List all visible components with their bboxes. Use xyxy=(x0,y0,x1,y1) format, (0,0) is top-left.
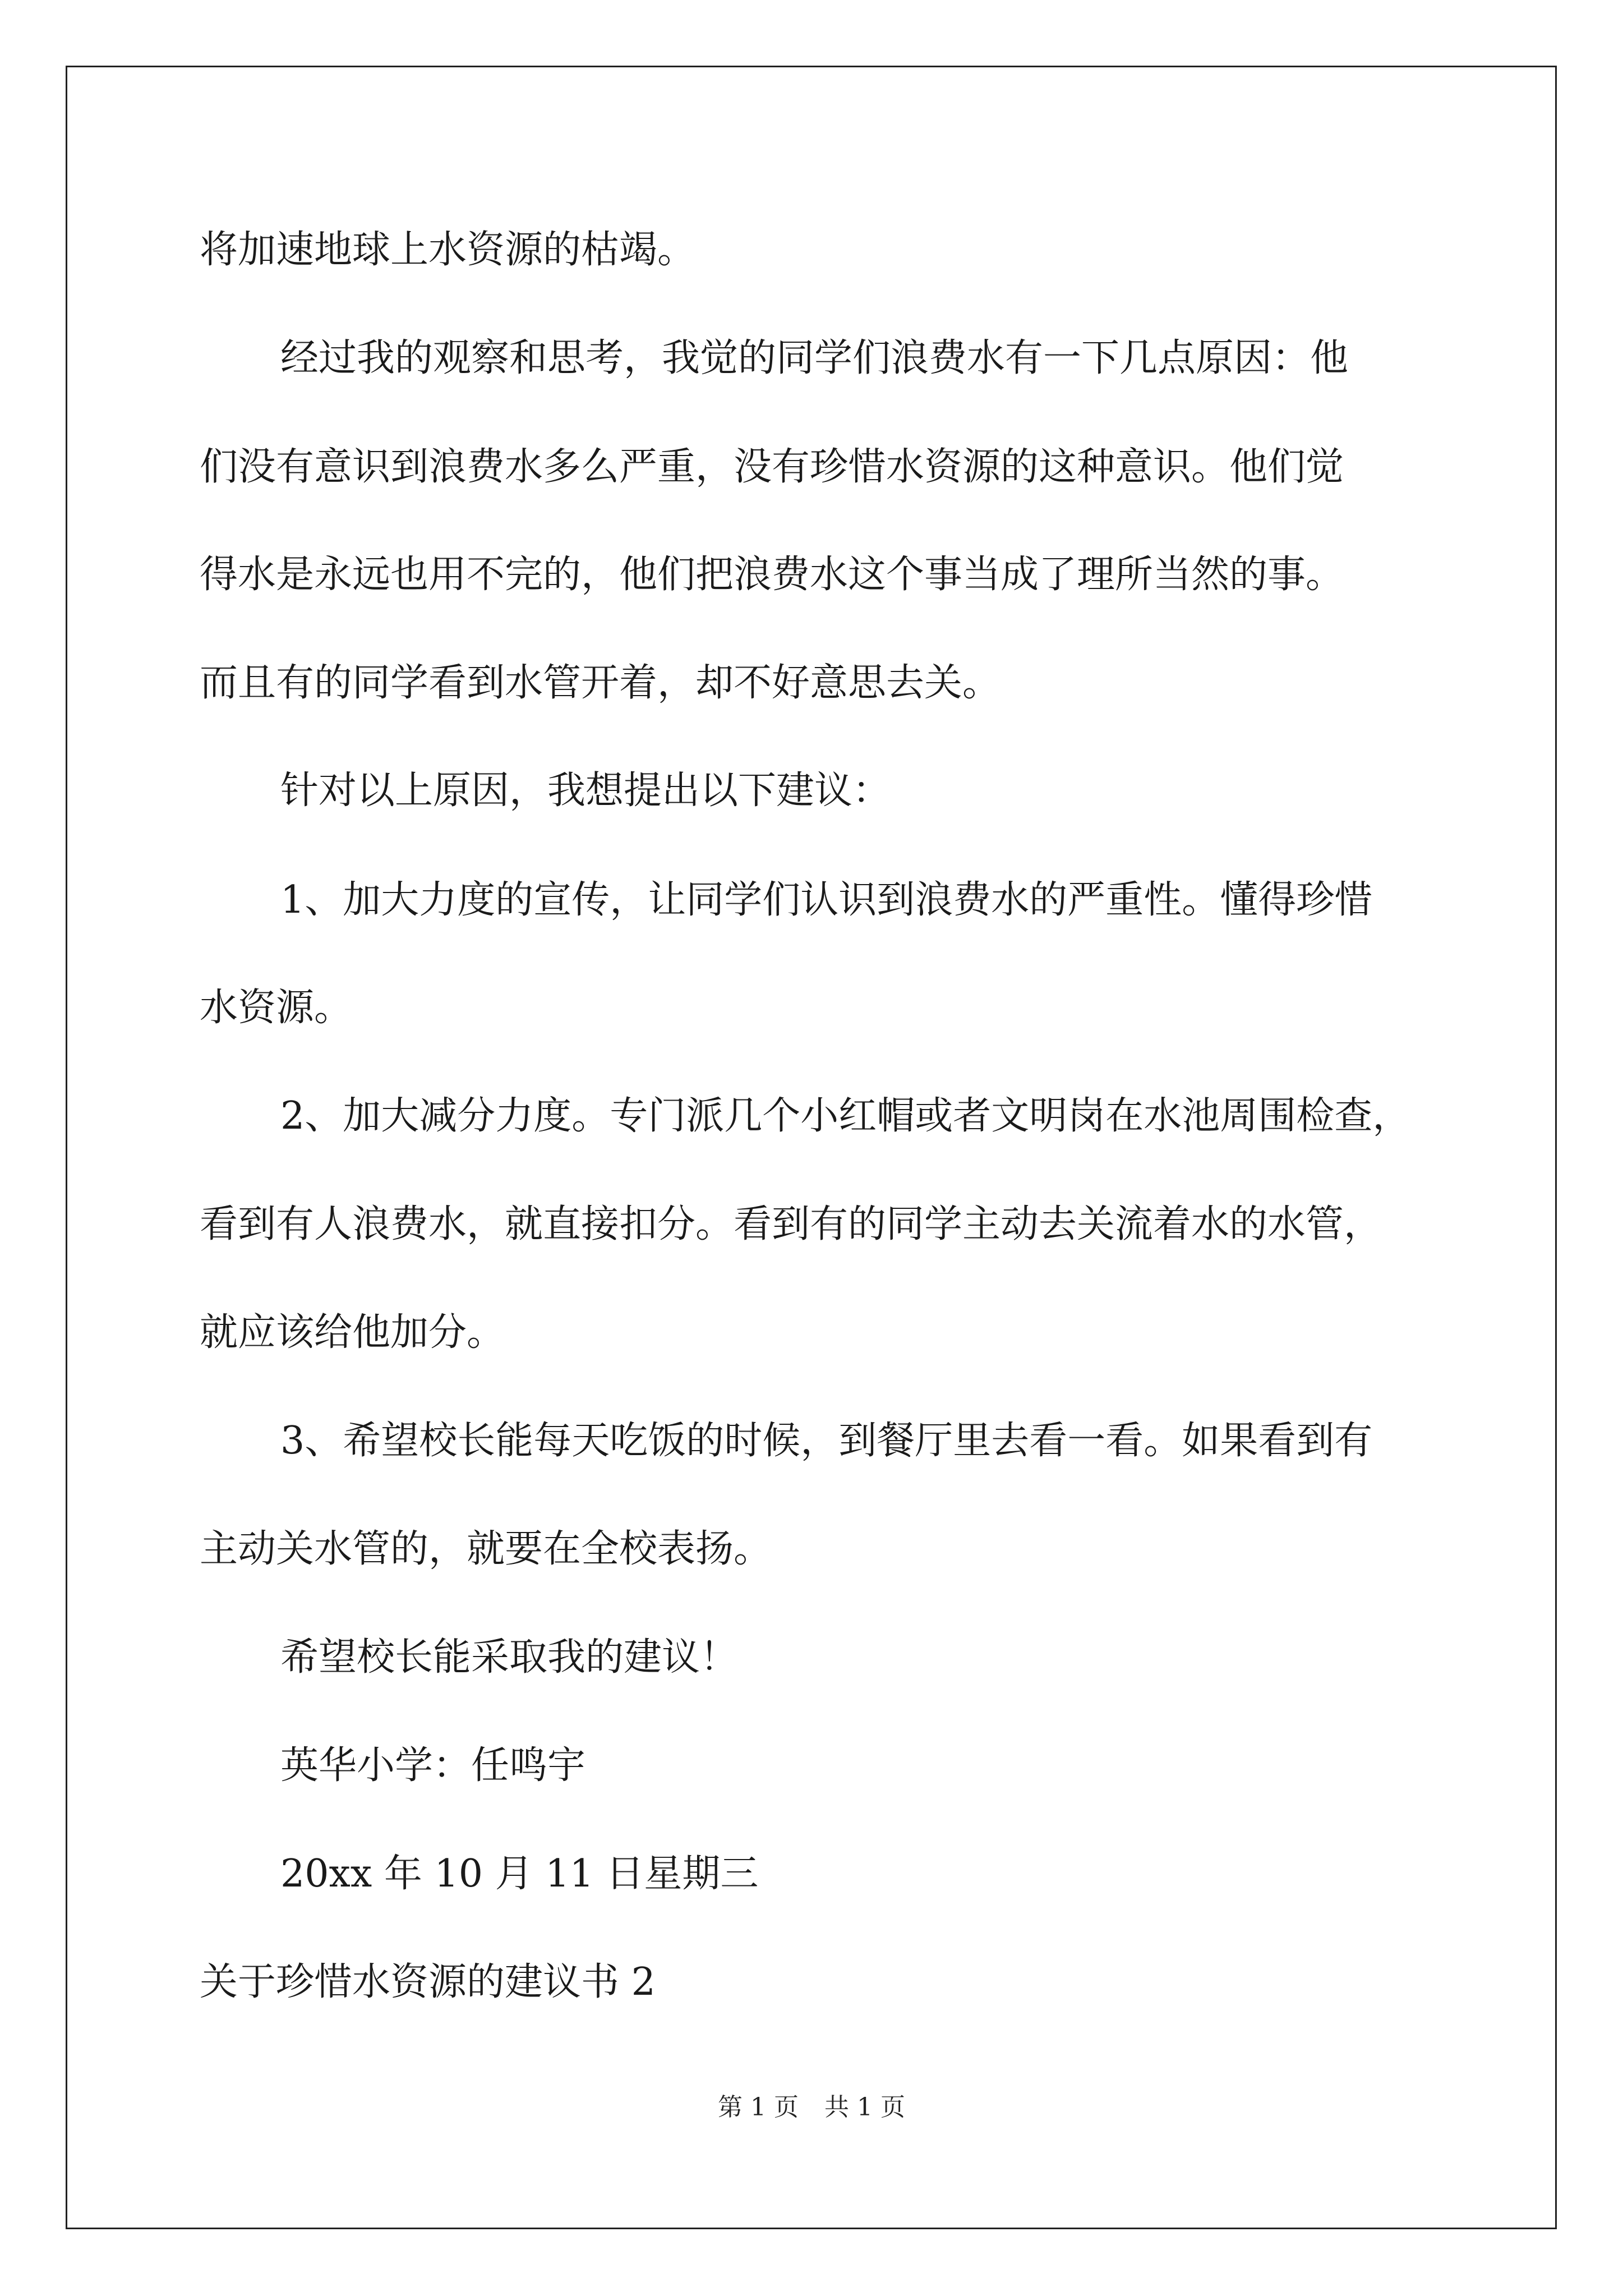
text-line: 2、加大减分力度。专门派几个小红帽或者文明岗在水池周围检查， xyxy=(280,1094,1411,1138)
signature-line: 英华小学：任鸣宇 xyxy=(280,1743,586,1788)
text-line: 经过我的观察和思考，我觉的同学们浪费水有一下几点原因：他 xyxy=(280,336,1349,380)
text-line: 将加速地球上水资源的枯竭。 xyxy=(200,228,696,272)
page-number: 第 1 页 xyxy=(718,2093,799,2122)
text-line: 而且有的同学看到水管开着，却不好意思去关。 xyxy=(200,661,1001,705)
text-line: 1、加大力度的宣传，让同学们认识到浪费水的严重性。懂得珍惜 xyxy=(280,878,1373,922)
page-total: 共 1 页 xyxy=(824,2093,905,2122)
text-line: 得水是永远也用不完的，他们把浪费水这个事当成了理所当然的事。 xyxy=(200,553,1344,597)
page-footer xyxy=(0,2095,1623,2120)
section-title: 关于珍惜水资源的建议书 2 xyxy=(200,1960,656,2004)
page-border xyxy=(66,66,1557,2229)
date-line: 20xx 年 10 月 11 日星期三 xyxy=(280,1852,759,1896)
text-line: 就应该给他加分。 xyxy=(200,1310,505,1355)
text-line: 3、希望校长能每天吃饭的时候，到餐厅里去看一看。如果看到有 xyxy=(280,1419,1373,1463)
text-line: 主动关水管的，就要在全校表扬。 xyxy=(200,1527,772,1571)
text-line: 水资源。 xyxy=(200,986,353,1030)
text-line: 希望校长能采取我的建议！ xyxy=(280,1635,739,1680)
text-line: 们没有意识到浪费水多么严重，没有珍惜水资源的这种意识。他们觉 xyxy=(200,445,1344,489)
text-line: 看到有人浪费水，就直接扣分。看到有的同学主动去关流着水的水管， xyxy=(200,1202,1382,1246)
text-line: 针对以上原因，我想提出以下建议： xyxy=(280,769,891,813)
